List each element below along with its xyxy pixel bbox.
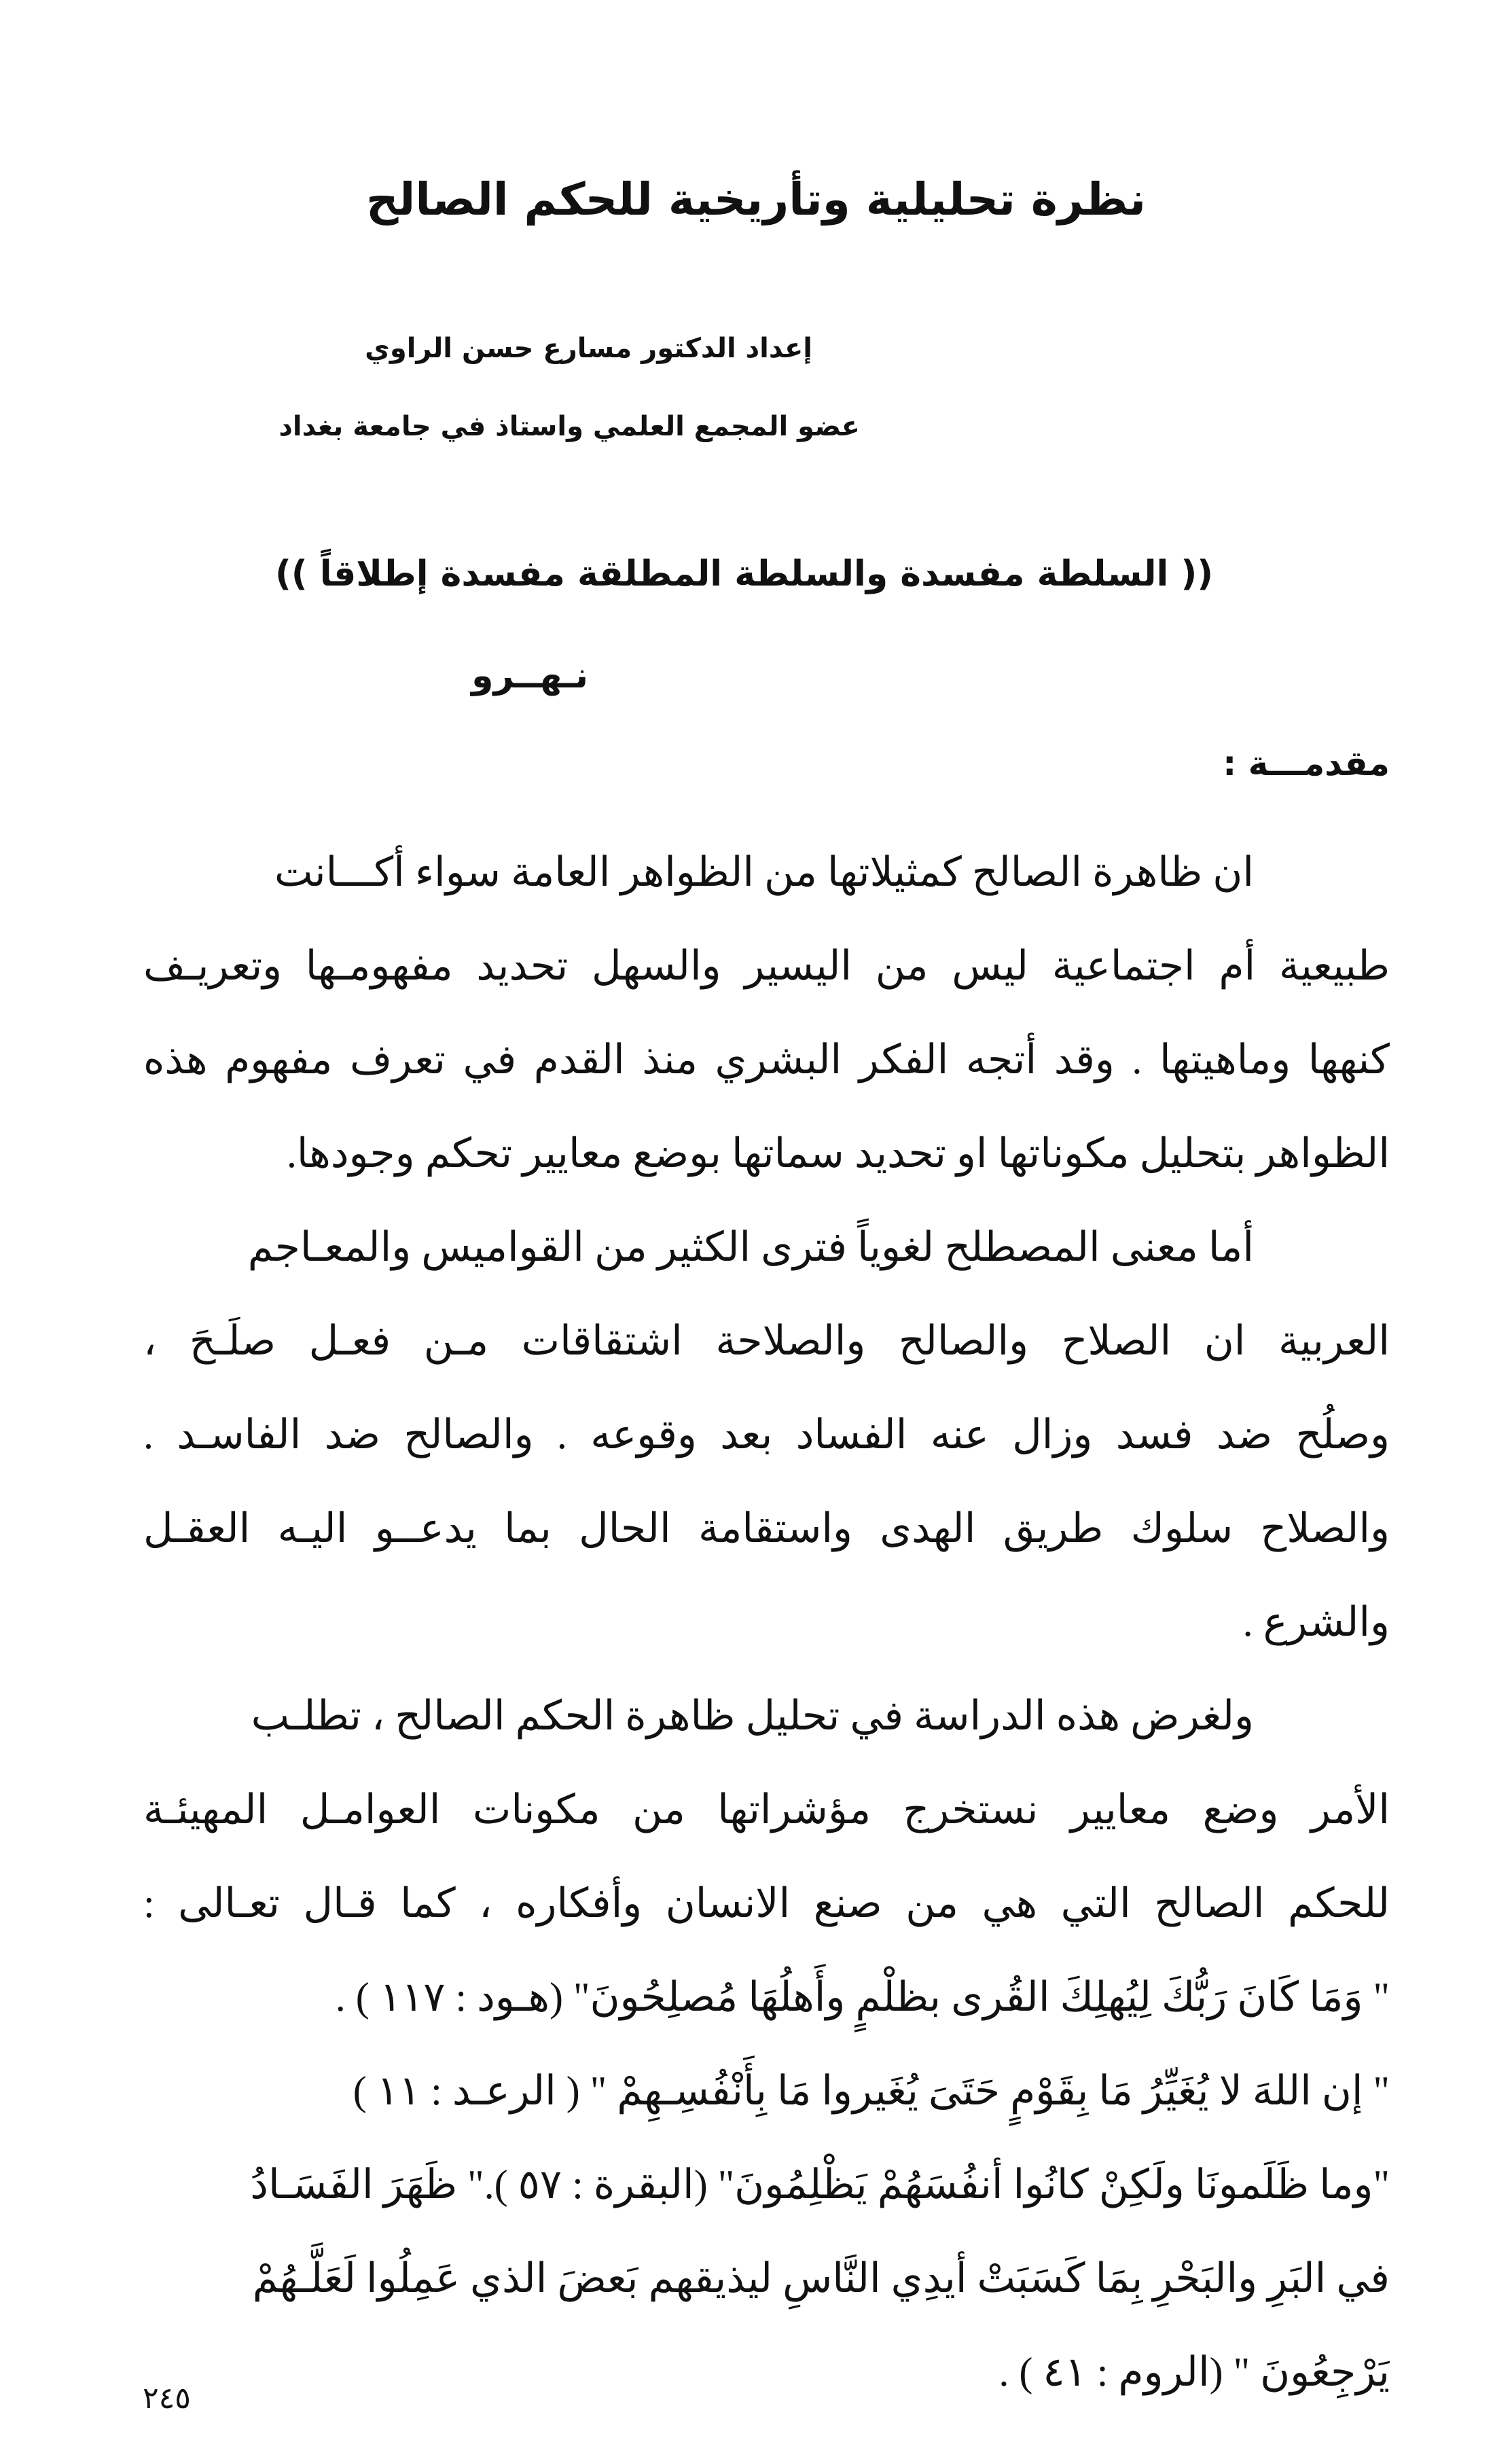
body-text xyxy=(143,825,1390,2419)
text-line: الظواهر بتحليل مكوناتها او تحديد سماتها بوضع معايير تحكم وجودها. xyxy=(286,1131,1390,1176)
text-line: " وَمَا كَانَ رَبُّكَ لِيُهلِكَ القُرى بظلْمٍ وأَهلُهَا مُصلِحُونَ" (هـود : ١١٧ ) . xyxy=(335,1975,1390,2020)
text-line: في البَرِ والبَحْرِ بِمَا كَسَبَتْ أيدِي النَّاسِ ليذيقهم بَعضَ الذي عَمِلُوا لَعَلَّـهُمْ xyxy=(252,2256,1390,2301)
author-name: إعداد الدكتور مسارع حسن الراوي xyxy=(365,333,812,364)
text-line: ان ظاهرة الصالح كمثيلاتها من الظواهر العامة سواء أكـــانت xyxy=(274,850,1254,895)
epigraph-attribution: نـهــرو xyxy=(471,656,588,696)
text-line: العربية ان الصلاح والصالح والصلاحة اشتقاقات مـن فعـل صلَـحَ ، xyxy=(143,1318,1390,1363)
text-line: يَرْجِعُونَ " (الروم : ٤١ ) . xyxy=(998,2350,1390,2394)
text-line: "وما ظَلَمونَا ولَكِنْ كانُوا أنفُسَهُمْ يَظْلِمُونَ" (البقرة : ٥٧ )." ظَهَرَ الفَسَـادُ xyxy=(250,2162,1390,2207)
text-line: أما معنى المصطلح لغوياً فترى الكثير من القواميس والمعـاجم xyxy=(247,1225,1254,1270)
text-line: ولغرض هذه الدراسة في تحليل ظاهرة الحكم الصالح ، تطلـب xyxy=(251,1693,1254,1738)
text-line: طبيعية أم اجتماعية ليس من اليسير والسهل تحديد مفهومـها وتعريـف xyxy=(143,944,1390,988)
text-line: الأمر وضع معايير نستخرج مؤشراتها من مكونات العوامـل المهيئـة xyxy=(143,1787,1390,1832)
page-title: نظرة تحليلية وتأريخية للحكم الصالح xyxy=(365,173,1147,226)
epigraph-quote: (( السلطة مفسدة والسلطة المطلقة مفسدة إطلاقاً )) xyxy=(275,554,1213,594)
text-line: للحكم الصالح التي هي من صنع الانسان وأفكاره ، كما قـال تعـالى : xyxy=(143,1881,1390,1926)
text-line: وصلُح ضد فسد وزال عنه الفساد بعد وقوعه . والصالح ضد الفاسـد . xyxy=(143,1412,1390,1457)
author-affiliation: عضو المجمع العلمي واستاذ في جامعة بغداد xyxy=(278,411,860,442)
text-line: " إن اللهَ لا يُغَيِّرُ مَا بِقَوْمٍ حَتَىَ يُغَيروا مَا بِأَنْفُسِـهِمْ " ( الرعـد : ١١ ) xyxy=(353,2068,1390,2113)
section-heading: مقدمـــة : xyxy=(1223,744,1390,783)
text-line: والصلاح سلوك طريق الهدى واستقامة الحال بما يدعــو اليـه العقـل xyxy=(143,1506,1390,1551)
text-line: كنهها وماهيتها . وقد أتجه الفكر البشري منذ القدم في تعرف مفهوم هذه xyxy=(143,1037,1390,1082)
text-line: والشرع . xyxy=(1242,1600,1390,1645)
page-number: ٢٤٥ xyxy=(143,2382,191,2415)
